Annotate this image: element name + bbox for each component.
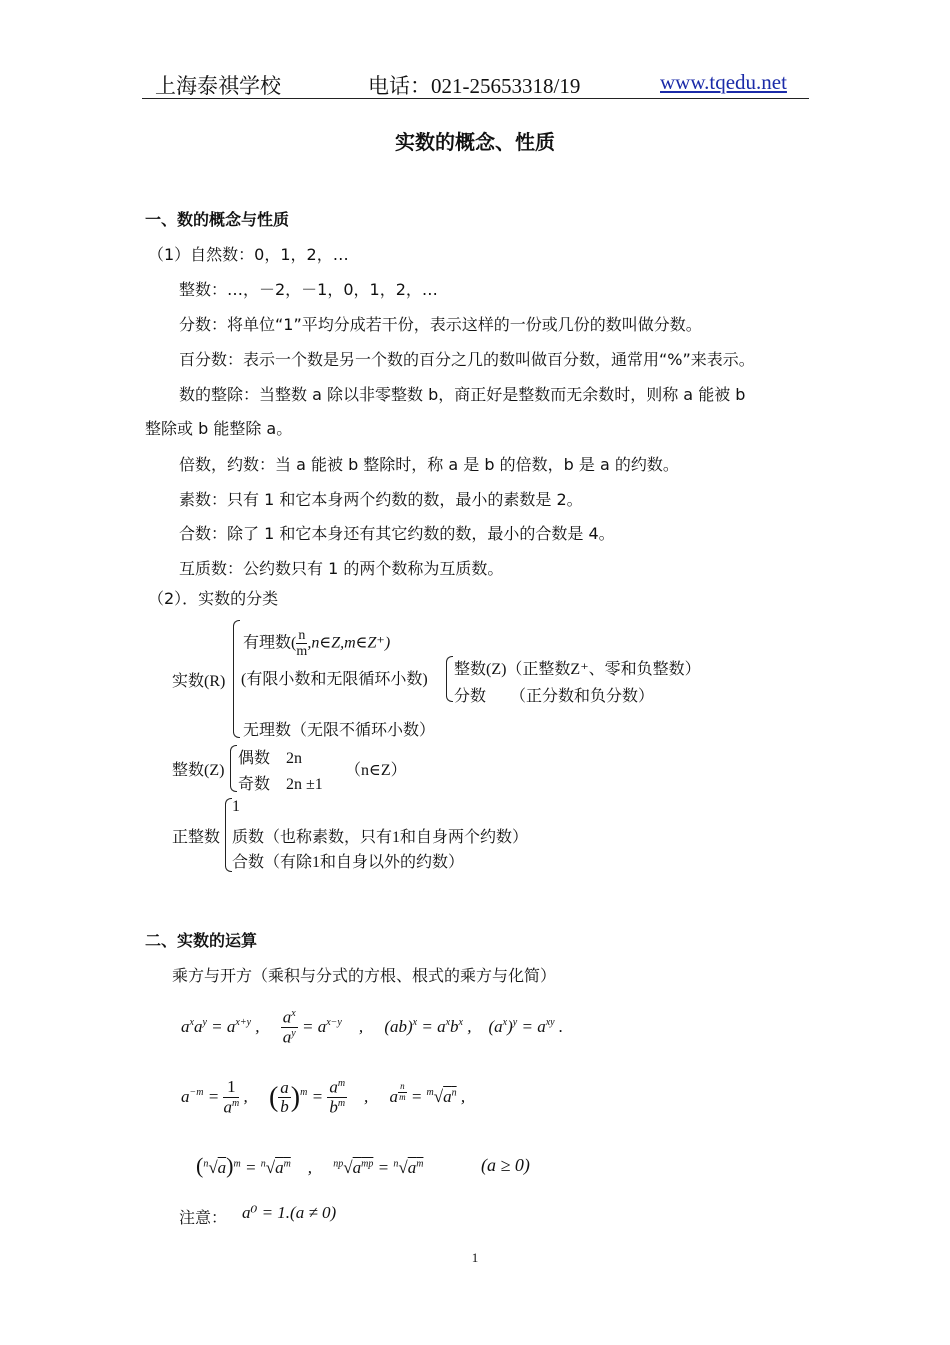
coprime-line: 互质数：公约数只有 1 的两个数称为互质数。 — [179, 559, 504, 578]
header-rule — [142, 98, 809, 99]
rational-note: (有限小数和无限循环小数) — [241, 671, 428, 688]
even-class: 偶数 2n — [238, 750, 303, 767]
prime-line: 素数：只有 1 和它本身两个约数的数，最小的素数是 2。 — [179, 490, 583, 509]
positive-label: 正整数 — [172, 829, 221, 846]
school-name: 上海泰祺学校 — [155, 74, 281, 98]
positive-brace — [225, 798, 232, 872]
section2-intro: 乘方与开方（乘积与分式的方根、根式的乘方与化简） — [172, 966, 557, 985]
multiple-divisor-line: 倍数，约数：当 a 能被 b 整除时，称 a 是 b 的倍数，b 是 a 的约数。 — [179, 455, 679, 474]
integers-line: 整数：…，－2，－1，0，1，2，… — [179, 280, 438, 299]
rational-sub-brace — [446, 656, 453, 702]
formula-row-1: $a^xa^y = a^{x+y}$ , $\frac{a^x}{a^y}$ = $a^{x-y}$ , $(ab)^x = a^xb^x$ , $(a^x)^y = a^{xy}$ . — [181, 1007, 564, 1047]
formula-row-2: $a^{-m}$ = $\frac{1}{a^m}$ , ( $\frac{a}{b}$ )$^m$ = $\frac{a^m}{b^m}$ , a $^{\frac{n}{m}}$ = $^m√a^n$ , — [181, 1077, 466, 1117]
prime-class: 质数（也称素数，只有1和自身两个约数） — [232, 829, 529, 846]
divisibility-line-cont: 整除或 b 能整除 a。 — [145, 419, 293, 438]
real-brace — [233, 620, 240, 738]
page-number: 1 — [471, 1250, 479, 1265]
classification-heading: （2）．实数的分类 — [148, 589, 279, 608]
real-label: 实数(R) — [172, 673, 226, 690]
one-class: 1 — [232, 798, 240, 815]
integers-label: 整数(Z) — [172, 762, 225, 779]
formula-row-3: $(^n√a)^m = ^n√a^m$ , $^{np}√a^{mp} = ^n√a^m$ — [196, 1153, 424, 1178]
composite-class: 合数（有除1和自身以外的约数） — [232, 854, 465, 871]
irrational-class: 无理数（无限不循环小数） — [243, 722, 436, 739]
natural-numbers-line: （1）自然数：0，1，2，… — [148, 245, 349, 264]
fraction-class: 分数 （正分数和负分数） — [454, 688, 655, 705]
note-formula: a⁰ = 1.(a ≠ 0) — [242, 1203, 337, 1222]
integer-class: 整数(Z)（正整数Z⁺、零和负整数） — [454, 661, 701, 678]
percentage-line: 百分数：表示一个数是另一个数的百分之几的数叫做百分数，通常用“%”来表示。 — [179, 350, 755, 369]
website-link[interactable]: www.tqedu.net — [660, 70, 787, 94]
section1-heading: 一、数的概念与性质 — [145, 210, 290, 229]
phone-number: 电话：021-25653318/19 — [368, 74, 581, 98]
odd-class: 奇数 2n ±1 — [238, 776, 323, 793]
page-title: 实数的概念、性质 — [395, 130, 555, 154]
composite-line: 合数：除了 1 和它本身还有其它约数的数，最小的合数是 4。 — [179, 524, 615, 543]
divisibility-line: 数的整除：当整数 a 除以非零整数 b，商正好是整数而无余数时，则称 a 能被 b — [179, 385, 746, 404]
integer-condition: （n∈Z） — [345, 762, 407, 779]
fraction-line: 分数：将单位“1”平均分成若干份，表示这样的一份或几份的数叫做分数。 — [179, 315, 702, 334]
integers-brace — [230, 745, 237, 792]
root-condition: (a ≥ 0) — [481, 1155, 530, 1175]
section2-heading: 二、实数的运算 — [145, 931, 258, 950]
note-label: 注意： — [179, 1208, 228, 1227]
rational-label: 有理数( $\frac{n}{m}$ ,n∈Z,m∈Z⁺) — [243, 628, 391, 660]
